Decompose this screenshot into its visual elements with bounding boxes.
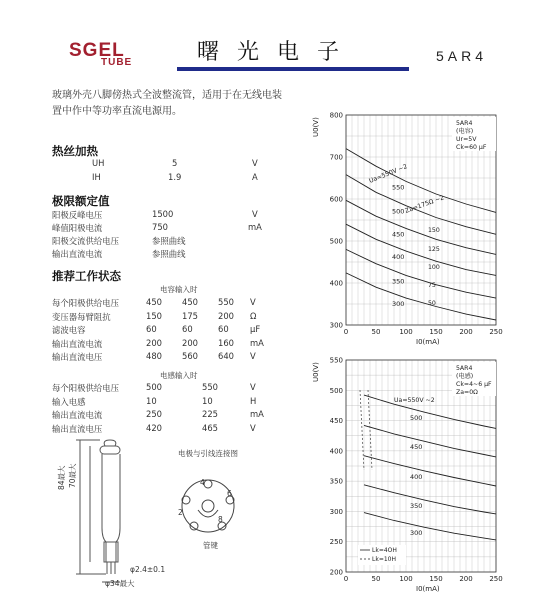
spec-value: 465 — [202, 422, 218, 433]
spec-unit: V — [250, 297, 256, 307]
series-label: 550 — [392, 183, 405, 192]
y-tick-label: 350 — [329, 477, 343, 486]
dim-height-max: 84最大 — [57, 465, 66, 490]
base-caption: 电极与引线连接图 — [178, 449, 238, 458]
pin-label: 4 — [200, 478, 205, 487]
spec-unit: mA — [248, 222, 262, 232]
spec-row — [52, 382, 272, 396]
spec-label: 滤波电容 — [52, 325, 86, 335]
x-tick-label: 250 — [489, 328, 503, 336]
legend-text: Za=0Ω — [456, 389, 478, 396]
spec-label: 输出直流电流 — [52, 338, 103, 349]
y-tick-label: 450 — [329, 417, 343, 426]
legend-text: Ck=60 μF — [456, 144, 487, 151]
spec-row — [52, 324, 272, 338]
spec-value: 60 — [218, 324, 229, 334]
spec-value: 160 — [218, 337, 234, 348]
x-tick-label: 50 — [371, 328, 381, 336]
spec-value: 550 — [218, 297, 234, 307]
spec-row — [52, 409, 272, 423]
series-line-dashed — [360, 390, 364, 470]
y-tick-label: 400 — [329, 279, 343, 288]
spec-unit: V — [252, 209, 258, 219]
y-axis-label: U0(V) — [312, 362, 320, 382]
legend-text: (电感) — [456, 373, 474, 380]
ua-annotation: Ua=550V ~2 — [368, 163, 409, 185]
spec-value: 550 — [202, 382, 218, 392]
z-label: 50 — [428, 300, 436, 307]
y-tick-label: 500 — [329, 237, 343, 246]
intro-text: 玻璃外壳八脚傍热式全波整流管，适用于在无线电装置中作中等功率直流电源用。 — [52, 90, 282, 117]
spec-value: 450 — [182, 297, 198, 307]
spec-label: 每个阳极供给电压 — [52, 383, 119, 393]
spec-row — [52, 297, 272, 311]
spec-value: 60 — [182, 324, 193, 334]
spec-row — [52, 209, 272, 223]
legend-text: 5AR4 — [456, 365, 473, 372]
series-label: 350 — [392, 277, 405, 286]
z-label: 100 — [428, 264, 440, 271]
dim-diameter: φ34最大 — [105, 579, 135, 588]
pin-label: 6 — [227, 489, 232, 498]
spec-value: 参照曲线 — [152, 249, 186, 259]
spec-row — [52, 172, 272, 186]
spec-value: 10 — [202, 395, 213, 406]
spec-value: 1.9 — [168, 172, 182, 182]
spec-unit: V — [252, 158, 258, 168]
y-tick-label: 250 — [329, 538, 343, 547]
spec-unit: Ω — [250, 310, 257, 321]
pin-label: 2 — [178, 508, 183, 517]
z-label: 75 — [428, 282, 436, 289]
spec-row — [52, 351, 272, 365]
spec-unit: H — [250, 395, 257, 406]
inductor-input-chart — [310, 350, 510, 594]
ind-input-subheading: 电感输入时 — [160, 371, 198, 380]
x-tick-label: 100 — [399, 328, 413, 336]
spec-label: 输出直流电压 — [52, 352, 103, 362]
series-legend-label: Lk=10H — [372, 556, 396, 563]
x-tick-label: 150 — [429, 328, 443, 336]
spec-value: 640 — [218, 351, 234, 361]
pin-label: 8 — [218, 515, 223, 524]
spec-label: UH — [92, 158, 105, 168]
spec-value: 750 — [152, 222, 168, 232]
series-label: 400 — [410, 472, 423, 481]
spec-value: 5 — [172, 158, 178, 168]
series-label: 500 — [410, 414, 423, 423]
spec-value: 10 — [146, 395, 157, 406]
spec-value: 560 — [182, 351, 198, 361]
ua-annotation: Ua=550V ~2 — [394, 397, 435, 404]
spec-label: 输出直流电流 — [52, 249, 103, 259]
z-label: 125 — [428, 246, 440, 253]
spec-row — [52, 396, 272, 410]
y-tick-label: 500 — [329, 386, 343, 395]
spec-row — [52, 222, 272, 236]
spec-label: 阳极反峰电压 — [52, 210, 103, 220]
spec-row — [52, 235, 272, 249]
series-label: 300 — [410, 529, 423, 538]
spec-row — [52, 338, 272, 352]
spec-unit: A — [252, 172, 258, 182]
spec-value: 500 — [146, 382, 162, 392]
cap-input-subheading: 电容输入时 — [160, 285, 198, 294]
legend-text: 5AR4 — [456, 120, 473, 127]
legend-text: Ck=4~6 μF — [456, 381, 492, 388]
spec-value: 200 — [218, 310, 234, 321]
z-label: 150 — [428, 227, 440, 234]
x-tick-label: 200 — [459, 575, 473, 583]
legend-text: Ur=5V — [456, 136, 477, 143]
series-line — [346, 249, 496, 298]
spec-label: 输入电感 — [52, 396, 86, 407]
spec-unit: μF — [250, 324, 261, 334]
spec-value: 250 — [146, 409, 162, 419]
spec-label: 输出直流电流 — [52, 410, 103, 420]
series-label: 300 — [392, 300, 405, 309]
y-tick-label: 550 — [329, 356, 343, 365]
series-label: 450 — [392, 230, 405, 239]
spec-value: 225 — [202, 409, 218, 419]
series-legend-label: Lk=4OH — [372, 547, 397, 554]
key-label: 管键 — [203, 541, 218, 550]
recommended-heading: 推荐工作状态 — [52, 269, 121, 283]
y-tick-label: 800 — [329, 111, 343, 120]
spec-unit: mA — [250, 409, 264, 419]
heater-heading: 热丝加热 — [52, 144, 98, 158]
series-label: 450 — [410, 443, 423, 452]
y-tick-label: 300 — [329, 507, 343, 516]
dim-pin: φ2.4±0.1 — [130, 565, 166, 574]
spec-label: 阳极交流供给电压 — [52, 236, 119, 246]
spec-value: 480 — [146, 351, 162, 361]
spec-value: 200 — [146, 337, 162, 348]
brand-sub: TUBE — [101, 57, 133, 68]
x-axis-label: I0(mA) — [416, 338, 440, 345]
x-tick-label: 0 — [343, 575, 349, 583]
model-number: 5AR4 — [436, 48, 488, 64]
x-tick-label: 100 — [399, 575, 413, 583]
y-tick-label: 600 — [329, 195, 343, 204]
x-tick-label: 0 — [343, 328, 349, 336]
spec-value: 60 — [146, 324, 157, 334]
spec-label: 峰值阳极电流 — [52, 223, 103, 233]
brand-logo: SGEL — [69, 40, 125, 61]
page-title: 曙光电子 — [197, 40, 358, 65]
title-underline — [177, 67, 409, 71]
spec-row — [52, 248, 272, 262]
spec-row — [52, 311, 272, 325]
y-tick-label: 400 — [329, 447, 343, 456]
spec-row — [52, 423, 272, 437]
dim-height-body: 70最大 — [68, 463, 77, 488]
spec-value: 200 — [182, 337, 198, 348]
spec-unit: V — [250, 422, 256, 433]
spec-value: 420 — [146, 422, 162, 433]
z-annotation: Za=175Ω ~2 — [404, 194, 446, 215]
spec-unit: V — [250, 351, 256, 361]
spec-value: 450 — [146, 297, 162, 307]
spec-unit: V — [250, 382, 256, 392]
y-axis-label: U0(V) — [312, 117, 320, 137]
x-axis-label: I0(mA) — [416, 585, 440, 593]
series-label: 500 — [392, 207, 405, 216]
spec-value: 150 — [146, 310, 162, 321]
series-label: 350 — [410, 501, 423, 510]
y-tick-label: 700 — [329, 153, 343, 162]
x-tick-label: 150 — [429, 575, 443, 583]
spec-label: IH — [92, 172, 101, 182]
x-tick-label: 200 — [459, 328, 473, 336]
spec-label: 每个阳极供给电压 — [52, 298, 119, 308]
capacitor-input-chart — [310, 105, 510, 345]
spec-label: 变压器每臂阻抗 — [52, 311, 111, 322]
spec-value: 1500 — [152, 209, 174, 219]
y-tick-label: 200 — [329, 568, 343, 577]
spec-value: 参照曲线 — [152, 236, 186, 246]
legend-text: (电容) — [456, 128, 474, 135]
y-tick-label: 300 — [329, 321, 343, 330]
spec-row — [52, 158, 272, 172]
spec-unit: mA — [250, 337, 264, 348]
x-tick-label: 50 — [371, 575, 381, 583]
spec-value: 175 — [182, 310, 198, 321]
series-label: 400 — [392, 253, 405, 262]
limits-heading: 极限额定值 — [52, 194, 110, 208]
x-tick-label: 250 — [489, 575, 503, 583]
spec-label: 输出直流电压 — [52, 423, 103, 434]
